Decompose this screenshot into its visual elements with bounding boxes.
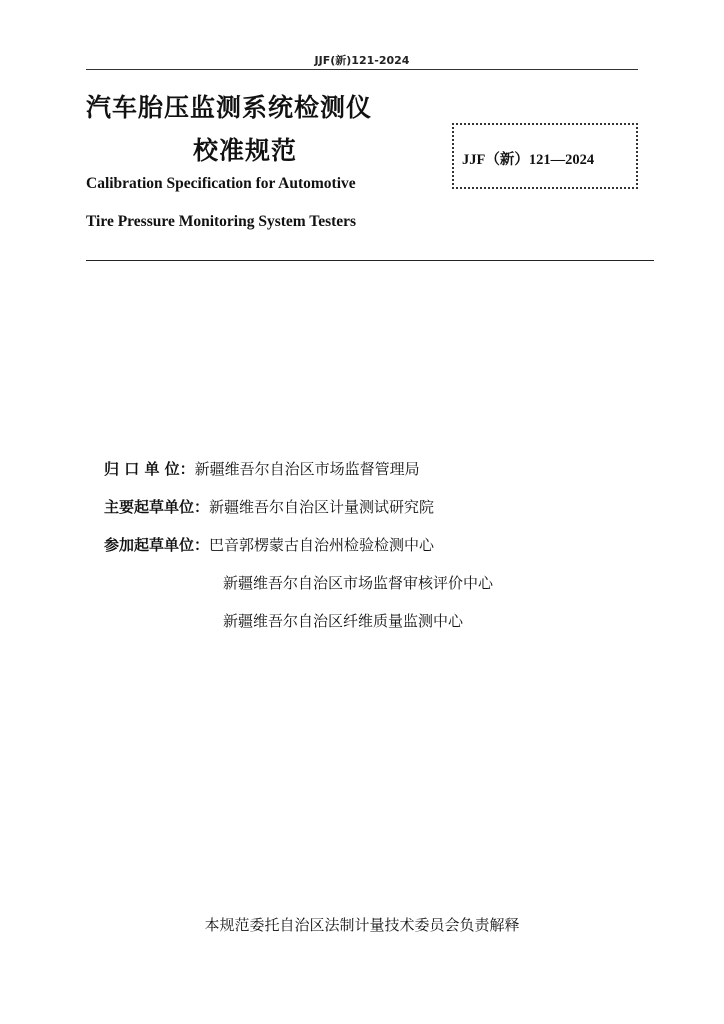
participating-drafter-value-3: 新疆维吾尔自治区纤维质量监测中心	[223, 612, 464, 630]
interpretation-note: 本规范委托自治区法制计量技术委员会负责解释	[204, 916, 520, 934]
participating-drafter-label: 参加起草单位：	[104, 536, 210, 554]
responsible-unit-value: 新疆维吾尔自治区市场监督管理局	[194, 460, 420, 478]
responsible-unit-row	[104, 458, 420, 479]
main-drafter-row	[104, 496, 434, 517]
title-chinese-line-1: 汽车胎压监测系统检测仪	[86, 93, 373, 122]
title-english-line-1: Calibration Specification for Automotive	[86, 175, 356, 192]
header-divider	[86, 69, 638, 70]
title-english-line-2: Tire Pressure Monitoring System Testers	[86, 213, 357, 230]
main-drafter-value: 新疆维吾尔自治区计量测试研究院	[209, 498, 435, 516]
participating-drafter-row	[104, 534, 434, 555]
responsible-unit-label: 归 口 单 位：	[104, 460, 195, 478]
title-chinese-line-2: 校准规范	[193, 136, 298, 165]
title-divider	[86, 260, 654, 261]
document-code-box-text: JJF（新）121—2024	[462, 152, 595, 168]
participating-drafter-value-1: 巴音郭楞蒙古自治州检验检测中心	[209, 536, 435, 554]
participating-drafter-value-2: 新疆维吾尔自治区市场监督审核评价中心	[223, 574, 494, 592]
header-document-code: JJF(新)121-2024	[314, 54, 410, 67]
main-drafter-label: 主要起草单位：	[104, 498, 210, 516]
